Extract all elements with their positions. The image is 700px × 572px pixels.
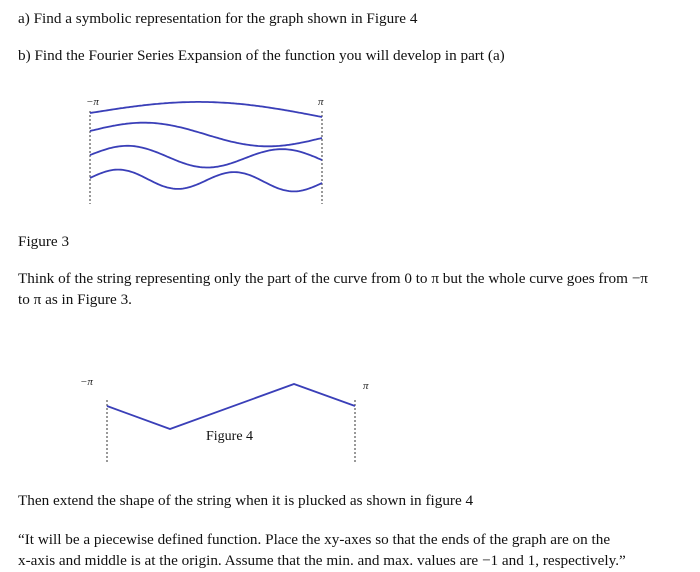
- question-part-a: a) Find a symbolic representation for the graph shown in Figure 4: [18, 10, 418, 27]
- plucked-string-shape: [107, 384, 355, 429]
- paragraph-piecewise-instructions: [18, 529, 698, 571]
- paragraph1-line1: Think of the string representing only the part of the curve from 0 to π but the whole curve goes from −π: [18, 270, 648, 287]
- figure4-left-label: −π: [80, 376, 93, 388]
- figure3-caption: Figure 3: [18, 233, 70, 250]
- paragraph-extend-shape: Then extend the shape of the string when it is plucked as shown in figure 4: [18, 492, 474, 509]
- paragraph3-line1: “It will be a piecewise defined function. Place the xy-axes so that the ends of the graph are on the: [18, 531, 611, 548]
- paragraph1-line2: to π as in Figure 3.: [18, 291, 132, 308]
- figure4-right-label: π: [363, 380, 369, 392]
- figure4-caption: Figure 4: [206, 429, 254, 444]
- paragraph3-line2: x-axis and middle is at the origin. Assume that the min. and max. values are −1 and 1, respectively.”: [18, 552, 626, 569]
- figure3-right-label: π: [318, 96, 324, 108]
- figure3-left-label: −π: [86, 96, 99, 108]
- question-part-b: b) Find the Fourier Series Expansion of the function you will develop in part (a): [18, 47, 505, 64]
